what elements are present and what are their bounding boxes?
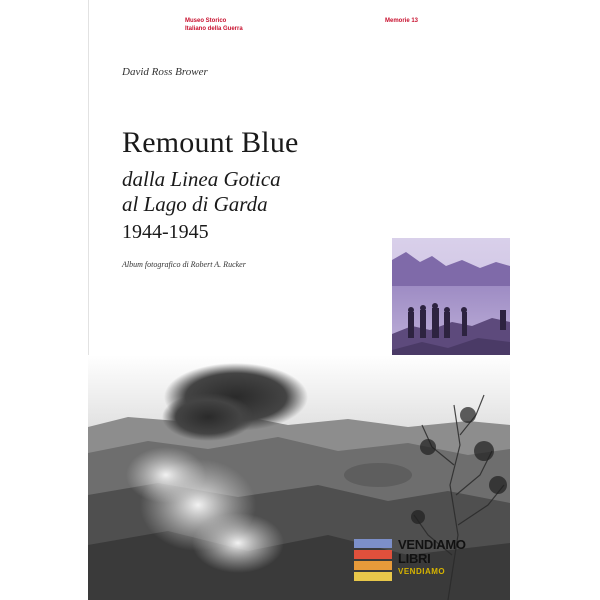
subtitle-line-2: al Lago di Garda: [122, 192, 268, 216]
book-years: 1944-1945: [122, 221, 209, 243]
watermark-line-2: LIBRI: [398, 551, 431, 566]
publisher-label: [185, 17, 243, 33]
publisher-line-2: Italiano della Guerra: [185, 26, 243, 32]
book-title: Remount Blue: [122, 126, 299, 159]
watermark-line-3: VENDIAMO: [398, 567, 446, 576]
series-label: Memorie 13: [385, 18, 419, 24]
watermark-logo: [354, 537, 464, 587]
subtitle-line-1: dalla Linea Gotica: [122, 167, 281, 191]
watermark-line-1: VENDIAMO: [398, 537, 466, 552]
author-name: David Ross Brower: [122, 66, 208, 78]
publisher-line-1: Museo Storico: [185, 18, 227, 24]
album-credit: Album fotografico di Robert A. Rucker: [122, 260, 246, 269]
